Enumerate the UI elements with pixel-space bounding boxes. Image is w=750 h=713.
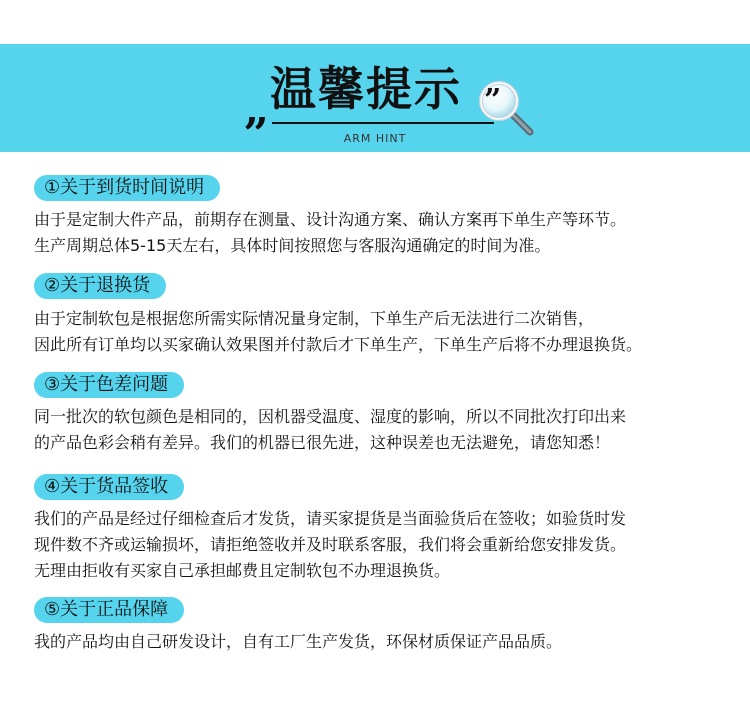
header-banner <box>0 44 750 152</box>
section-text-authenticity <box>34 629 744 655</box>
text-line: 同一批次的软包颜色是相同的，因机器受温度、湿度的影响，所以不同批次打印出来 <box>34 407 627 426</box>
text-line: 因此所有订单均以买家确认效果图并付款后才下单生产，下单生产后将不办理退换货。 <box>34 335 643 354</box>
text-line: 由于是定制大件产品，前期存在测量、设计沟通方案、确认方案再下单生产等环节。 <box>34 210 627 229</box>
section-text-receipt <box>34 506 744 584</box>
magnifier-icon <box>478 80 536 138</box>
text-line: 的产品色彩会稍有差异。我们的机器已很先进，这种误差也无法避免，请您知悉！ <box>34 433 611 452</box>
section-label-color-difference: ③关于色差问题 <box>34 372 184 398</box>
section-label-returns: ②关于退换货 <box>34 273 166 299</box>
section-text-delivery-time <box>34 207 744 259</box>
text-line: 生产周期总体5-15天左右，具体时间按照您与客服沟通确定的时间为准。 <box>34 236 551 255</box>
title-block <box>0 44 750 152</box>
section-label-delivery-time: ①关于到货时间说明 <box>34 175 220 201</box>
text-line: 由于定制软包是根据您所需实际情况量身定制，下单生产后无法进行二次销售， <box>34 309 595 328</box>
section-label-receipt: ④关于货品签收 <box>34 474 184 500</box>
page-title: 温馨提示 <box>270 62 462 116</box>
text-line: 我们的产品是经过仔细检查后才发货，请买家提货是当面验货后在签收；如验货时发 <box>34 509 627 528</box>
text-line: 现件数不齐或运输损坏，请拒绝签收并及时联系客服，我们将会重新给您安排发货。 <box>34 535 627 554</box>
title-underline <box>272 122 494 124</box>
section-label-authenticity: ⑤关于正品保障 <box>34 597 184 623</box>
text-line: 无理由拒收有买家自己承担邮费且定制软包不办理退换货。 <box>34 561 451 580</box>
page-subtitle: ARM HINT <box>343 132 407 145</box>
svg-text:”: ” <box>484 83 502 118</box>
section-text-color-difference <box>34 404 744 456</box>
open-quote-mark: „ <box>244 84 270 135</box>
text-line: 我的产品均由自己研发设计，自有工厂生产发货，环保材质保证产品品质。 <box>34 632 563 651</box>
section-text-returns <box>34 306 744 358</box>
